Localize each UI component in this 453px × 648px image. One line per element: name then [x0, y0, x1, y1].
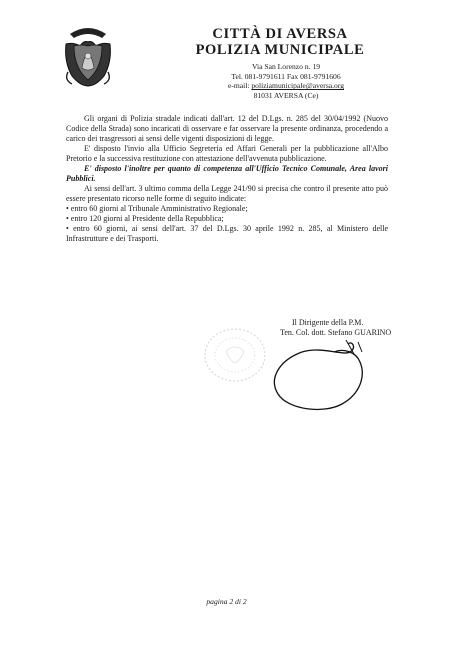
email-line: [196, 81, 376, 91]
list-item: • entro 60 giorni al Tribunale Amministrativo Regionale;: [66, 204, 248, 213]
signatory-role: Il Dirigente della P.M.: [292, 318, 364, 327]
paragraph-3: E' disposto l'inoltre per quanto di competenza all'Ufficio Tecnico Comunale, Area lavori Pubblici.: [66, 164, 388, 183]
department-name: POLIZIA MUNICIPALE: [195, 42, 365, 58]
phone-fax: Tel. 081-9791611 Fax 081-9791606: [231, 71, 341, 81]
signature-block: [280, 318, 410, 338]
paragraph-2: E' disposto l'invio alla Ufficio Segreteria ed Affari Generali per la pubblicazione all'Albo Pretorio e la successiva restituzione con attestazione dell'avvenuta pubblicazione.: [66, 144, 388, 163]
city-name: CITTÀ DI AVERSA: [212, 26, 348, 42]
appeal-list: [66, 204, 388, 244]
handwritten-signature-icon: [262, 338, 382, 414]
city-crest-icon: [62, 22, 114, 88]
page-number: pagina 2 di 2: [206, 597, 247, 606]
email-link[interactable]: poliziamunicipale@aversa.org: [251, 81, 345, 91]
postal-address: 81031 AVERSA (Ce): [253, 90, 319, 100]
document-body: [66, 114, 388, 244]
paragraph-1: Gli organi di Polizia stradale indicati dall'art. 12 del D.Lgs. n. 285 del 30/04/1992 (Nuovo Codice della Strada) sono incaricati di osservare e far osservare la presente ordinanza, procedendo a carico dei trasgressori ai sensi delle vigenti disposizioni di legge.: [66, 114, 388, 143]
letterhead: [150, 26, 410, 58]
signatory-name: Ten. Col. dott. Stefano GUARINO: [280, 328, 392, 337]
address: Via San Lorenzo n. 19: [251, 62, 321, 71]
contact-block: [196, 62, 376, 100]
list-item: • entro 60 giorni, ai sensi dell'art. 37 del D.Lgs. 30 aprile 1992 n. 285, al Ministero delle Infrastrutture e dei Trasporti.: [66, 224, 388, 243]
email-label: e-mail:: [227, 81, 250, 91]
list-item: • entro 120 giorni al Presidente della Repubblica;: [66, 214, 224, 223]
paragraph-4: Ai sensi dell'art. 3 ultimo comma della Legge 241/90 si precisa che contro il presente atto può essere presentato ricorso nelle forme di seguito indicate:: [66, 184, 388, 203]
